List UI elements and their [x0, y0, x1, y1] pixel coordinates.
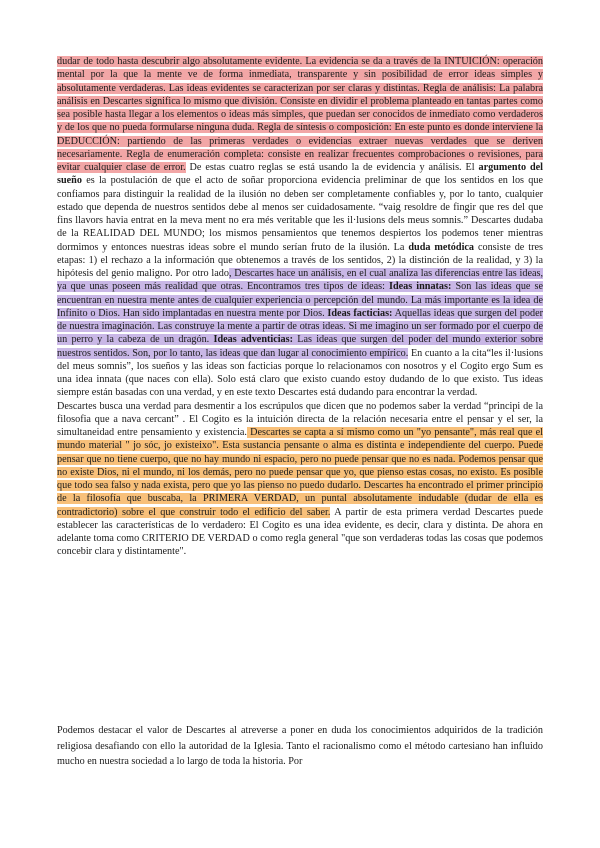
paragraph-cogito: [57, 400, 543, 559]
text-segment: es la postulación de que el acto de soñar proporciona evidencia preliminar de que los sentidos en los que confiamos para distinguir la realidad de la ilusión no deben ser completamente confiables y, por lo tanto, cualquier estado que dependa de nuestros sentidos debe al menos ser cuidadosamente. “vaig resoldre de fingir que res del que fins llavors havia entrat en la meva ment no era més veritable que les il·lusions dels meus somnis.” Descartes dudaba de la REALIDAD DEL MUNDO; los mismos pensamientos que tenemos despiertos los podemos tener mientras dormimos y entonces nuestras ideas sobre el mundo serían fruto de la ilusión. La: [57, 175, 543, 253]
bold-term-adventitious-ideas: Ideas adventicias:: [213, 334, 294, 346]
paragraph-conclusion: Podemos destacar el valor de Descartes al atreverse a poner en duda los conocimientos adquiridos de la tradición religiosa desafiando con ello la autoridad de la Iglesia. Tanto el racionalismo como el método cartesiano han influido mucho en nuestra sociedad a lo largo de toda la historia. Por: [57, 725, 543, 767]
body-text: [57, 55, 543, 559]
highlight-first-truth: Descartes se capta a sí mismo como un "yo pensante", más real que el mundo material " jo sóc, jo existeixo". Esta sustancia pensante o alma es distinta e independiente del cuerpo. Puede pensar que no tiene cuerpo, que no hay mundo ni espacio, pero no puede pensar que no es nada. Podemos pensar que no existe Dios, ni el mundo, ni los demás, pero no puede pensar que yo, que pienso estas cosas, no existo. Es posible que todo sea falso y nada exista, pero que yo las pienso no puedo dudarlo. Descartes ha encontrado el primer principio de la filosofía que buscaba, la PRIMERA VERDAD, un puntal absolutamente indudable (dudar de ella es contradictorio) sobre el que construir todo el edificio del saber.: [57, 427, 543, 518]
highlight-text: Aquellas ideas que surgen del poder de nuestra imaginación. Las construye la mente a partir de otras ideas. Si me imagino un ser formado por el cuerpo de un perro y la cabeza de un dragón.: [57, 307, 543, 346]
text-segment: Descartes busca una verdad para desmentir a los escrúpulos que dicen que no podemos saber la verdad “principi de la filosofia que a nava cercant” . El Cogito es la intuición directa de la relación necesaria entre el pensar y el ser, la simultaneidad entre pensamiento y existencia.: [57, 400, 543, 438]
text-segment: A partir de esta primera verdad Descartes puede establecer las características de lo verdadero: El Cogito es una idea evidente, es decir, clara y distinta. De ahora en adelante toma como CRITERIO DE VERDAD o como regla general "que son verdaderas todas las cosas que podemos concebir clara y distintamente".: [57, 506, 543, 558]
highlight-text: , Descartes hace un análisis, en el cual analiza las diferencias entre las ideas, ya que unas poseen más realidad que otras. Encontramos tres tipos de ideas:: [57, 268, 544, 293]
bold-term-innate-ideas: Ideas innatas:: [389, 281, 452, 293]
bold-term-dream-argument: argumento del sueño: [57, 162, 543, 187]
text-segment: En cuanto a la cita“les il·lusions del meus somnis”, los sueños y las ideas son facticias porque lo relacionamos con nosotros y el Cogito ergo Sum es una idea innata (que naces con ella). Solo está claro que existo cuando estoy dudando de lo que existo. Tus ideas siempre están basadas con una verdad, y en este texto Descartes está dudando para encontrar la verdad.: [57, 347, 543, 399]
bold-term-factitious-ideas: Ideas facticias:: [327, 307, 393, 319]
highlight-text: Las ideas que surgen del poder del mundo exterior sobre nuestros sentidos. Son, por lo tanto, las ideas que dan lugar al conocimiento empírico.: [57, 334, 543, 359]
text-segment: De estas cuatro reglas se está usando la de evidencia y análisis. El: [185, 162, 479, 173]
text-segment: consiste de tres etapas: 1) el rechazo a la información que obtenemos a través de los sentidos, 2) la distinción de la realidad, y 3) la hipótesis del genio maligno. Por otro lado: [57, 241, 543, 279]
bold-term-methodic-doubt: duda metódica: [408, 241, 475, 253]
paragraph-method-and-ideas: [57, 55, 543, 400]
highlight-rules-of-method: dudar de todo hasta descubrir algo absolutamente evidente. La evidencia se da a través de la INTUICIÓN: operación mental por la que la mente ve de forma inmediata, transparente y sin posibilidad de error ideas simples y absolutamente verdaderas. Las ideas evidentes se caracterizan por ser claras y distintas. Regla de análisis: La palabra análisis en Descartes significa lo mismo que división. Consiste en dividir el problema planteado en tantas partes como sea posible hasta llegar a los elementos o ideas más simples, que puedan ser conocidos de inmediato como verdaderos y de los que no pueda formularse ninguna duda. Regla de síntesis o composición: En este punto es donde interviene la DEDUCCIÓN: partiendo de las primeras verdades o evidencias extraer nuevas verdades que se deriven necesariamente. Regla de enumeración completa: consiste en realizar frecuentes comprobaciones o revisiones, para evitar cualquier clase de error.: [57, 56, 543, 173]
highlight-types-of-ideas: [57, 268, 543, 359]
highlight-text: Son las ideas que se encuentran en nuestra mente antes de cualquier experiencia o percepción del mundo. La más importante es la idea de Infinito o Dios. Han sido implantadas en nuestra mente por Dios.: [57, 281, 543, 319]
